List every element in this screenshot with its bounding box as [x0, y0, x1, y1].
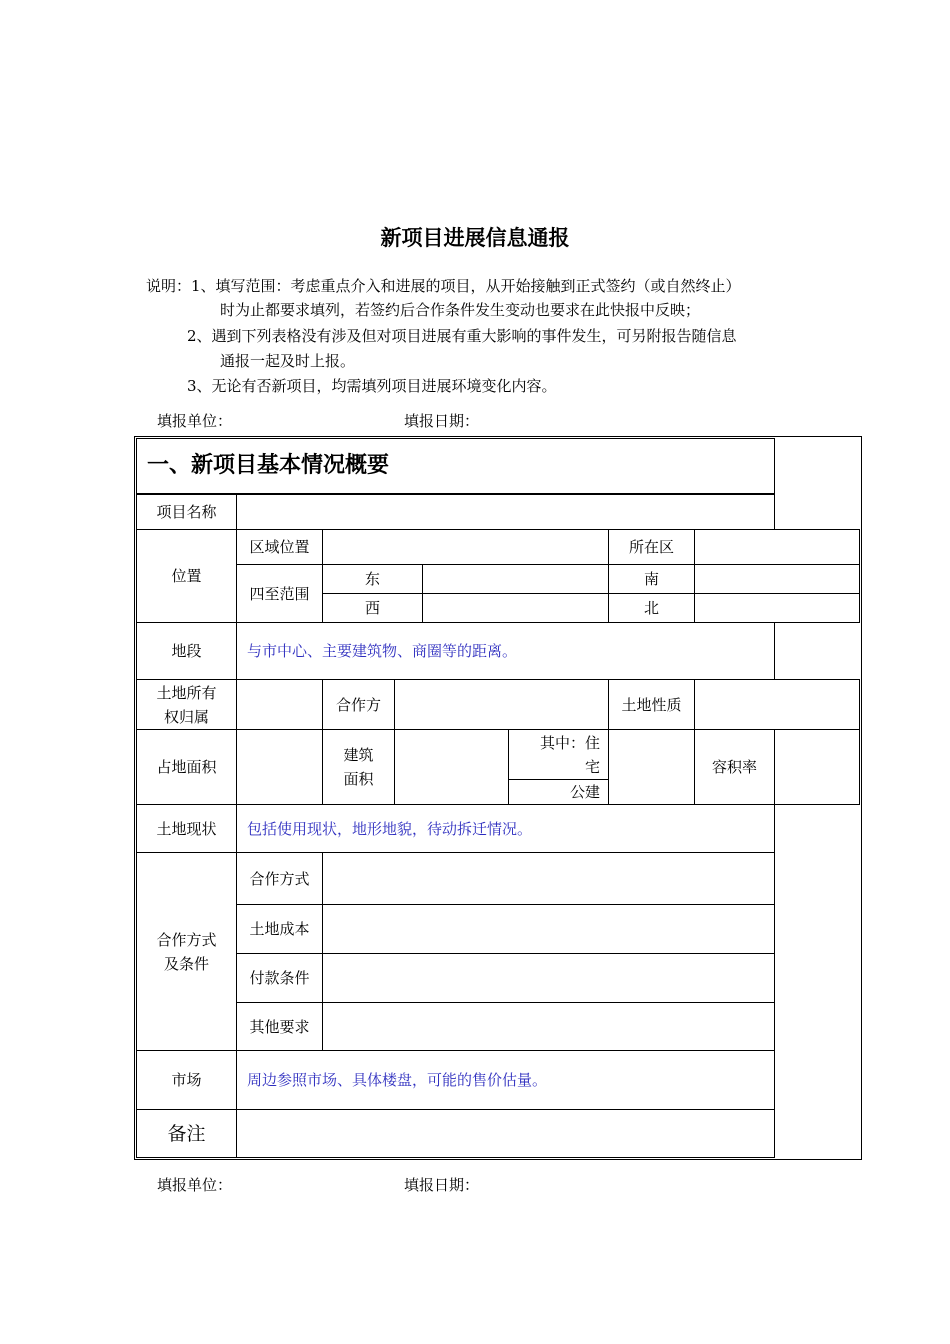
label-east: 东: [323, 565, 423, 594]
label-land-cost: 土地成本: [237, 905, 323, 954]
section-header: 一、新项目基本情况概要: [137, 439, 775, 494]
field-land-cost[interactable]: [323, 905, 775, 954]
field-market[interactable]: 周边参照市场、具体楼盘，可能的售价估量。: [237, 1051, 775, 1110]
field-ownership[interactable]: [237, 680, 323, 730]
label-public: 公建: [509, 780, 609, 805]
label-partner: 合作方: [323, 680, 395, 730]
note-3: 3、无论有否新项目，均需填列项目进展环境变化内容。: [187, 377, 557, 395]
field-status[interactable]: 包括使用现状，地形地貌，待动拆迁情况。: [237, 805, 775, 853]
label-bounds: 四至范围: [237, 565, 323, 623]
field-build-area[interactable]: [395, 730, 509, 805]
label-ownership: 土地所有权归属: [137, 680, 237, 730]
fill-date-label-top: 填报日期：: [404, 412, 480, 430]
label-region: 区域位置: [237, 530, 323, 565]
label-location: 位置: [137, 530, 237, 623]
field-other[interactable]: [323, 1003, 775, 1051]
field-remark[interactable]: [237, 1110, 775, 1158]
page-title: 新项目进展信息通报: [380, 225, 570, 250]
note-1a: 说明：1、填写范围：考虑重点介入和进展的项目，从开始接触到正式签约（或自然终止）: [146, 277, 741, 295]
label-coop-mode: 合作方式: [237, 853, 323, 905]
label-remark: 备注: [137, 1110, 237, 1158]
label-site-area: 占地面积: [137, 730, 237, 805]
fill-unit-label-bottom: 填报单位：: [157, 1176, 233, 1194]
label-residential: 其中：住宅: [509, 730, 609, 780]
label-coop: 合作方式及条件: [137, 853, 237, 1051]
note-2a: 2、遇到下列表格没有涉及但对项目进展有重大影响的事件发生，可另附报告随信息: [187, 327, 737, 345]
label-lot: 地段: [137, 623, 237, 680]
fill-unit-label-top: 填报单位：: [157, 412, 233, 430]
label-north: 北: [609, 594, 695, 623]
field-site-area[interactable]: [237, 730, 323, 805]
field-region[interactable]: [323, 530, 609, 565]
field-land-nature[interactable]: [695, 680, 860, 730]
label-status: 土地现状: [137, 805, 237, 853]
field-west[interactable]: [423, 594, 609, 623]
field-east[interactable]: [423, 565, 609, 594]
field-payment[interactable]: [323, 954, 775, 1003]
field-district[interactable]: [695, 530, 860, 565]
field-north[interactable]: [695, 594, 860, 623]
label-project-name: 项目名称: [137, 494, 237, 530]
info-table: [136, 438, 860, 1158]
field-lot[interactable]: 与市中心、主要建筑物、商圈等的距离。: [237, 623, 775, 680]
field-project-name[interactable]: [237, 494, 775, 530]
field-residential[interactable]: [609, 730, 695, 805]
fill-date-label-bottom: 填报日期：: [404, 1176, 480, 1194]
field-partner[interactable]: [395, 680, 609, 730]
label-far: 容积率: [695, 730, 775, 805]
label-land-nature: 土地性质: [609, 680, 695, 730]
field-coop-mode[interactable]: [323, 853, 775, 905]
label-district: 所在区: [609, 530, 695, 565]
label-other: 其他要求: [237, 1003, 323, 1051]
field-south[interactable]: [695, 565, 860, 594]
label-south: 南: [609, 565, 695, 594]
label-market: 市场: [137, 1051, 237, 1110]
label-west: 西: [323, 594, 423, 623]
label-payment: 付款条件: [237, 954, 323, 1003]
note-1b: 时为止都要求填列，若签约后合作条件发生变动也要求在此快报中反映；: [220, 301, 701, 319]
label-build-area: 建筑面积: [323, 730, 395, 805]
field-far[interactable]: [775, 730, 860, 805]
note-2b: 通报一起及时上报。: [220, 352, 356, 370]
